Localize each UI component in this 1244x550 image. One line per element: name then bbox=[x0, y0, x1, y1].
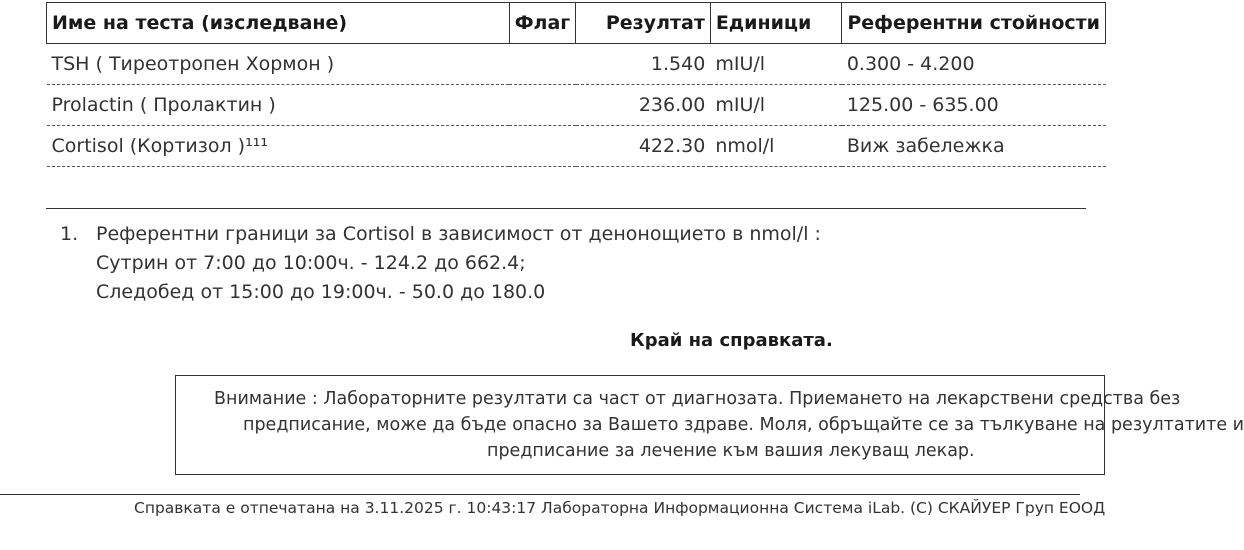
note-line: Следобед от 15:00 до 19:00ч. - 50.0 до 180.0 bbox=[96, 281, 546, 303]
reference-cell: 0.300 - 4.200 bbox=[842, 44, 1106, 85]
note-text bbox=[96, 220, 821, 307]
result-cell: 236.00 bbox=[576, 85, 711, 126]
warning-box bbox=[175, 375, 1244, 475]
note-item bbox=[60, 220, 821, 307]
footer-divider bbox=[0, 494, 1080, 495]
reference-cell: 125.00 - 635.00 bbox=[842, 85, 1106, 126]
warning-line: Внимание : Лабораторните резултати са част от диагнозата. Приемането на лекарствени средства без bbox=[214, 389, 1181, 409]
flag-cell bbox=[509, 85, 576, 126]
test-name-cell: Cortisol (Кортизол )¹¹¹ bbox=[47, 126, 510, 167]
notes-section bbox=[60, 220, 821, 307]
units-cell: mIU/l bbox=[710, 44, 842, 85]
flag-cell bbox=[509, 44, 576, 85]
note-number: 1. bbox=[60, 223, 79, 245]
header-result: Резултат bbox=[576, 3, 711, 44]
results-table bbox=[46, 2, 1106, 167]
test-name-cell: TSH ( Тиреотропен Хормон ) bbox=[47, 44, 510, 85]
result-cell: 1.540 bbox=[576, 44, 711, 85]
reference-cell: Виж забележка bbox=[842, 126, 1106, 167]
result-cell: 422.30 bbox=[576, 126, 711, 167]
header-reference: Референтни стойности bbox=[842, 3, 1106, 44]
table-row bbox=[47, 44, 1106, 85]
warning-line: предписание, може да бъде опасно за Вашето здраве. Моля, обръщайте се за тълкуване на резултатите и bbox=[243, 415, 1244, 435]
table-header-row bbox=[47, 3, 1106, 44]
header-test-name: Име на теста (изследване) bbox=[47, 3, 510, 44]
table-row bbox=[47, 85, 1106, 126]
end-of-report-label: Край на справката. bbox=[630, 330, 833, 351]
notes-divider bbox=[46, 208, 1086, 209]
footer-print-info: Справката е отпечатана на 3.11.2025 г. 10:43:17 Лабораторна Информационна Система iLab. (C) СКАЙУЕР Груп ЕООД bbox=[134, 499, 1106, 517]
units-cell: mIU/l bbox=[710, 85, 842, 126]
units-cell: nmol/l bbox=[710, 126, 842, 167]
warning-line: предписание за лечение към вашия лекуващ лекар. bbox=[487, 441, 975, 461]
header-units: Единици bbox=[710, 3, 842, 44]
flag-cell bbox=[509, 126, 576, 167]
note-line: Сутрин от 7:00 до 10:00ч. - 124.2 до 662.4; bbox=[96, 252, 526, 274]
header-flag: Флаг bbox=[509, 3, 576, 44]
test-name-cell: Prolactin ( Пролактин ) bbox=[47, 85, 510, 126]
table-row bbox=[47, 126, 1106, 167]
note-line: Референтни граници за Cortisol в зависимост от денонощието в nmol/l : bbox=[96, 223, 821, 245]
